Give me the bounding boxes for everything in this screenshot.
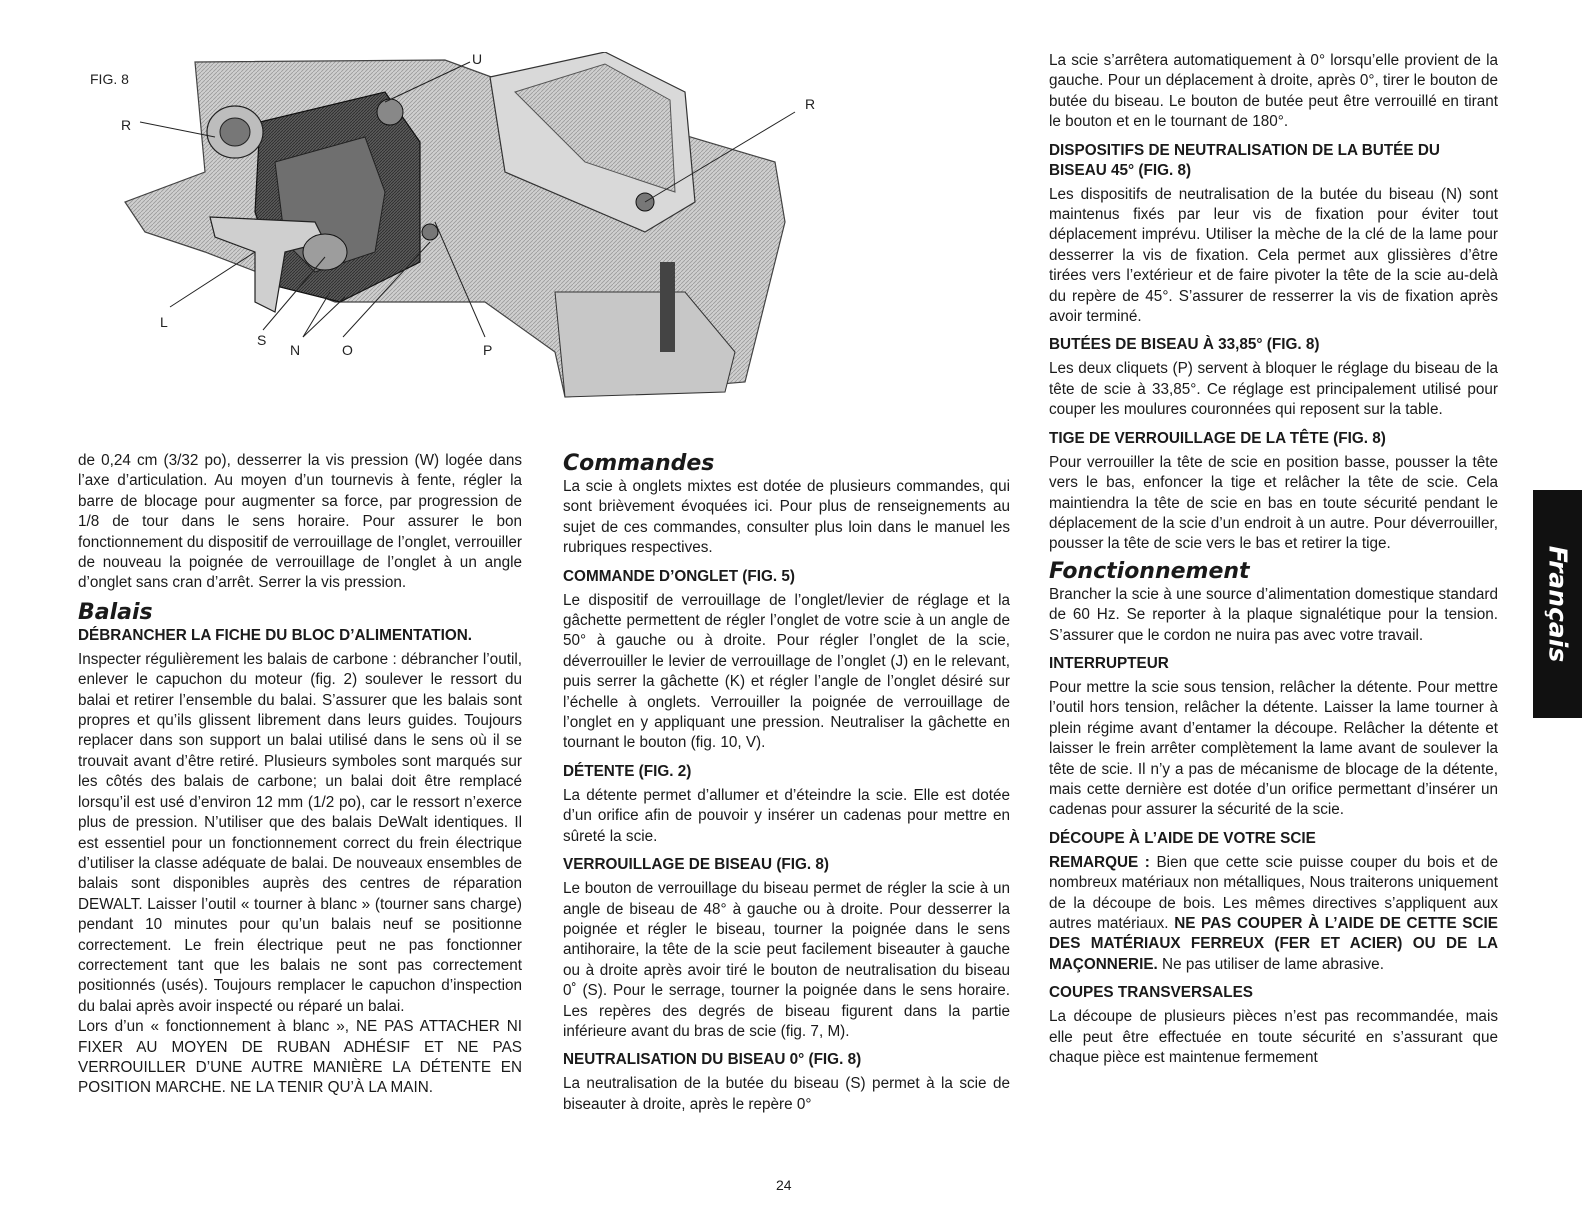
section-title-fonctionnement: Fonctionnement [1049,558,1250,584]
verrouillage-heading: VERROUILLAGE DE BISEAU (FIG. 8) [563,856,830,874]
neutralisation-paragraph: La neutralisation de la butée du biseau (S) permet à la scie de biseauter à droite, après le repère 0° [563,1075,1010,1113]
label-s: S [257,332,267,348]
label-r-left: R [121,117,132,133]
language-tab-label: Français [1543,545,1572,663]
remarque-tail: Ne pas utiliser de lame abrasive. [1157,955,1384,973]
middle-column [563,451,1010,1115]
neutralisation-heading: NEUTRALISATION DU BISEAU 0° (FIG. 8) [563,1051,862,1069]
dispositifs-heading: DISPOSITIFS DE NEUTRALISATION DE LA BUTÉE DU BISEAU 45° (FIG. 8) [1049,141,1440,179]
right-intro-paragraph: La scie s’arrêtera automatiquement à 0° lorsqu’elle provient de la gauche. Pour un déplacement à droite, après 0°, tirer le bouton de butée du biseau. Le bouton de butée peut être verrouillé en tirant le bouton et en le tournant de 180°. [1049,52,1498,131]
figure-caption: FIG. 8 [90,71,129,87]
onglet-heading: COMMANDE D’ONGLET (FIG. 5) [563,567,795,585]
label-o: O [342,342,353,358]
remarque-bold: NE PAS COUPER À L’AIDE DE CETTE SCIE DES MATÉRIAUX FERREUX (FER ET ACIER) OU DE LA MAÇONNERIE. [1049,915,1498,973]
detente-paragraph: La détente permet d’allumer et d’éteindre la scie. Elle est dotée d’un orifice afin de pouvoir y insérer un cadenas pour mettre en sûreté la scie. [563,786,1010,845]
language-tab [1533,490,1582,718]
label-p: P [483,342,493,358]
section-title-balais: Balais [78,599,153,625]
label-n: N [290,342,301,358]
remarque-text: Bien que cette scie puisse couper du bois et de nombreux matériaux non métalliques, Nous traiterons uniquement de la découpe de bois. Les mêmes directives s’appliquent aux autres matériaux. [1049,853,1498,932]
section-title-commandes: Commandes [563,451,715,476]
figure-8-miter-saw-illustration [85,52,825,412]
onglet-paragraph: Le dispositif de verrouillage de l’onglet/levier de réglage et la gâchette permettent de régler l’onglet de votre scie à un angle de 50° à gauche ou à droite. Pour régler l’onglet de la scie, déverrouiller le levier de verrouillage de l’onglet (J) en le relevant, puis serrer la gâchette (K) et régler l’angle de l’onglet désiré sur l’échelle à onglets. Verrouiller la poignée de verrouillage de l’onglet en y appliquant une pression. Neutraliser la gâchette en tournant le bouton (fig. 10, V). [563,591,1010,752]
left-column [78,451,522,1099]
butees-paragraph: Les deux cliquets (P) servent à bloquer le réglage du biseau de la tête de scie à 33,85°. Ce réglage est principalement utilisé pour couper les moulures couronnées qui reposent sur la table. [1049,360,1498,419]
page-number: 24 [776,1177,792,1193]
intro-paragraph: de 0,24 cm (3/32 po), desserrer la vis pression (W) logée dans l’axe d’articulation. Au moyen d’un tournevis à fente, régler la barre de blocage pour augmenter sa force, par progression de 1/8 de tour dans le sens horaire. Pour assurer le bon fonctionnement du dispositif de verrouillage de l’onglet, verrouiller de nouveau la poignée de verrouillage de l’onglet à un angle d’onglet sans cran d’arrêt. Serrer la vis pression. [78,452,522,592]
commandes-paragraph: La scie à onglets mixtes est dotée de plusieurs commandes, qui sont brièvement évoquées ici. Pour plus de renseignements au sujet de ces commandes, consulter plus loin dans le manuel les rubriques respectives. [563,478,1010,557]
butees-heading: BUTÉES DE BISEAU À 33,85° (FIG. 8) [1049,336,1320,354]
label-r-right: R [805,96,816,112]
tige-paragraph: Pour verrouiller la tête de scie en position basse, pousser la tête vers le bas, enfoncer la tige et relâcher la tête de scie. Cela maintiendra la tête de scie en bas en toute sécurité pendant le déplacement de la scie d’un endroit à un autre. Pour déverrouiller, pousser la tête de scie vers le bas et retirer la tige. [1049,453,1498,553]
decoupe-heading: DÉCOUPE À L’AIDE DE VOTRE SCIE [1049,829,1316,847]
coupes-heading: COUPES TRANSVERSALES [1049,984,1253,1002]
coupes-paragraph: La découpe de plusieurs pièces n’est pas recommandée, mais elle peut être effectuée en toute sécurité en s’assurant que chaque pièce est maintenue fermement [1049,1008,1498,1067]
interrupteur-heading: INTERRUPTEUR [1049,654,1169,672]
verrouillage-paragraph: Le bouton de verrouillage du biseau permet de régler la scie à un angle de biseau de 48° à gauche ou à droite. Pour desserrer la poignée et régler le biseau, tourner la poignée dans le sens antihoraire, la tête de la scie peut facilement biseauter à gauche ou à droite après avoir tiré le bouton de neutralisation du biseau 0˚ (S). Pour le serrage, tourner la poignée dans le sens horaire. Les repères des degrés de biseau figurent dans la partie inférieure avant du bras de scie (fig. 7, M). [563,880,1010,1040]
fonctionnement-paragraph: Brancher la scie à une source d’alimentation domestique standard de 60 Hz. Se reporter à la plaque signalétique pour la tension. S’assurer que le cordon ne nuira pas avec votre travail. [1049,585,1498,644]
label-l: L [160,314,168,330]
balais-paragraph: Inspecter régulièrement les balais de carbone : débrancher l’outil, enlever le capuchon du moteur (fig. 2) soulever le ressort du balai et retirer l’ensemble du balai. S’assurer que les balais sont propres et qu’ils glissent librement dans leurs guides. Toujours replacer dans son support un balai utilisé dans le sens où il se trouvait avant d’être retiré. Plusieurs symboles sont marqués sur les côtés des balais de carbone; un balai doit être remplacé lorsqu’il est usé d’environ 12 mm (1/2 po), car le ressort n’exerce plus de pression. N’utiliser que des balais DeWalt identiques. Il est essentiel pour un fonctionnement correct du frein électrique d’utiliser la classe adéquate de balai. De nouveaux ensembles de balais sont disponibles auprès des centres de réparation DEWALT. Laisser l’outil « tourner à blanc » (tourner sans charge) pendant 10 minutes pour qu’un balais neuf se positionne correctement. Le frein électrique peut ne pas fonctionner correctement tant que les balais ne sont pas correctement positionnés (usés). Toujours remplacer le capuchon d’inspection du balai après avoir inspecté ou réparé un balai. [78,650,522,1015]
dispositifs-paragraph: Les dispositifs de neutralisation de la butée du biseau (N) sont maintenus fixés par leur vis de fixation pour éviter tout déplacement imprévu. Utiliser la mèche de la clé de la lame pour desserrer la vis de fixation. Cela permet aux glissières d’être tirées vers l’extérieur et de faire pivoter la tête de la scie au-delà du repère de 45°. S’assurer de resserrer la vis de fixation après avoir terminé. [1049,185,1498,326]
remarque-label: REMARQUE : [1049,853,1150,871]
interrupteur-paragraph: Pour mettre la scie sous tension, relâcher la détente. Pour mettre l’outil hors tension, relâcher la détente. Laisser la lame tourner à plein régime avant d’entamer la découpe. Relâcher la détente et laisser le frein arrêter complètement la lame avant de soulever la tête de scie. Il n’y a pas de mécanisme de blocage de la détente, mais cette dernière est dotée d’un orifice permettant d’insérer un cadenas pour assurer la sécurité de la scie. [1049,678,1498,819]
tige-heading: TIGE DE VERROUILLAGE DE LA TÊTE (FIG. 8) [1049,429,1386,447]
balais-subheading: DÉBRANCHER LA FICHE DU BLOC D’ALIMENTATION. [78,626,473,644]
right-column [1049,51,1498,1068]
label-u: U [472,52,483,67]
balais-warning: Lors d’un « fonctionnement à blanc », NE PAS ATTACHER NI FIXER AU MOYEN DE RUBAN ADHÉSIF ET NE PAS VERROUILLER D’UNE AUTRE MANIÈRE LA DÉTENTE EN POSITION MARCHE. NE LA TENIR QU’À LA MAIN. [78,1018,522,1097]
remarque-paragraph [1049,853,1498,975]
detente-heading: DÉTENTE (FIG. 2) [563,762,692,780]
